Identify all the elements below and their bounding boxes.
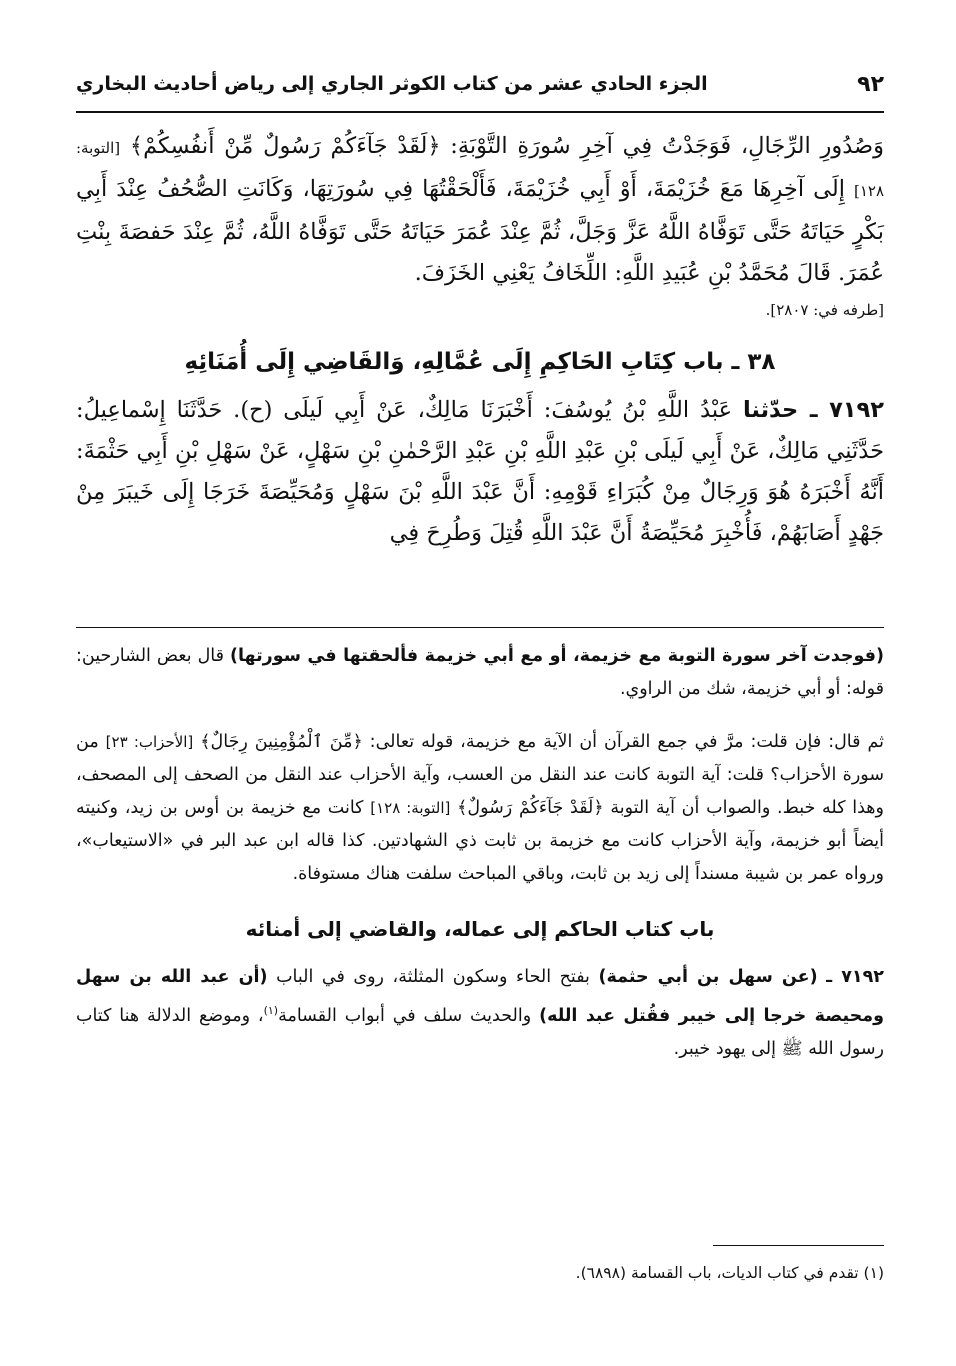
hadith-text-block	[76, 126, 884, 554]
quran-citation: [التوبة: ١٢٨]	[76, 139, 885, 200]
hadith-text-part: إِلَى آخِرِهَا مَعَ خُزَيْمَةَ، أَوْ أَبِي خُزَيْمَةَ، فَأَلْحَقْتُهَا فِي سُورَتِهَا، وَكَانَتِ الصُّحُفُ عِنْدَ أَبِي بَكْرٍ حَيَاتَهُ حَتَّى تَوَفَّاهُ اللَّهُ عَزَّ وَجَلَّ، ثُمَّ عِنْدَ عُمَرَ حَيَاتَهُ حَتَّى تَوَفَّاهُ اللَّهُ، ثُمَّ عِنْدَ حَفصَةَ بِنْتِ عُمَرَ. قَالَ مُحَمَّدُ بْنِ عُبَيدِ اللَّهِ: اللِّخَافُ يَعْنِي الخَزَفَ.	[76, 176, 884, 286]
footnote: (١) تقدم في كتاب الديات، باب القسامة (٦٨٩٨).	[575, 1264, 884, 1282]
commentary-text: قال بعض الشارحين: قوله: أو أبي خزيمة، شك من الراوي.	[76, 646, 884, 699]
commentary-text: ثم قال: فإن قلت: مرَّ في جمع القرآن أن الآية مع خزيمة، قوله تعالى: ﴿مِّنَ ٱلْمُؤْمِنِينَ رِجَالٌ﴾	[200, 732, 884, 752]
commentary-text: من سورة الأحزاب؟ قلت: آية التوبة كانت عند النقل من العسب، وآية الأحزاب عند النقل من الصحف إلى المصحف، وهذا كله خبط. والصواب أن آية التوبة ﴿لَقَدْ جَآءَكُمْ رَسُولٌ﴾	[76, 732, 884, 818]
commentary-paragraph	[76, 961, 884, 1066]
header-rule	[76, 111, 884, 113]
hadith-paragraph	[76, 126, 884, 294]
hadith-text-part: وَصُدُورِ الرِّجَالِ، فَوَجَدْتُ فِي آخِرِ سُورَةِ التَّوْبَةِ: ﴿لَقَدْ جَآءَكُمْ رَسُولٌ مِّنْ أَنفُسِكُمْ﴾	[129, 133, 885, 159]
chapter-title: ٣٨ ـ باب كِتَابِ الحَاكِمِ إِلَى عُمَّالِهِ، وَالقَاضِي إِلَى أُمَنَائِهِ	[184, 349, 776, 375]
footnote-rule	[713, 1245, 884, 1246]
commentary-chapter-title: باب كتاب الحاكم إلى عماله، والقاضي إلى أمنائه	[245, 917, 715, 941]
running-title: الجزء الحادي عشر من كتاب الكوثر الجاري إلى رياض أحاديث البخاري	[76, 73, 708, 95]
commentary-text: والحديث سلف في أبواب القسامة	[278, 1005, 532, 1026]
commentary-text: كانت مع خزيمة بن أوس بن زيد، وكنيته أيضاً أبو خزيمة، وآية الأحزاب كانت مع خزيمة بن ثابت ذي الشهادتين. كذا قاله ابن عبد البر في «الاستيعاب»، ورواه عمر بن شيبة مسنداً إلى زيد بن ثابت، وباقي المباحث سلفت هناك مستوفاة.	[76, 798, 884, 884]
quran-citation: [الأحزاب: ٢٣]	[105, 733, 194, 751]
commentary-text: بفتح الحاء وسكون المثلثة، روى في الباب	[276, 967, 590, 987]
hadith-number: ٧١٩٢ ـ حدّثنا	[742, 397, 885, 423]
commentary-block	[76, 640, 884, 1066]
commentary-text: ، وموضع الدلالة هنا كتاب رسول الله ﷺ إلى يهود خيبر.	[76, 1005, 884, 1059]
quoted-phrase: (عن سهل بن أبي حثمة)	[598, 967, 818, 987]
hadith-number: ٧١٩٢ ـ	[826, 967, 884, 987]
commentary-paragraph	[76, 640, 884, 706]
hadith-paragraph	[76, 390, 884, 554]
commentary-separator	[76, 627, 884, 628]
quoted-phrase: (فوجدت آخر سورة التوبة مع خزيمة، أو مع أبي خزيمة فألحقتها في سورتها)	[229, 646, 884, 666]
footnote-marker[interactable]: (١)	[263, 1004, 279, 1017]
page-number: ٩٢	[857, 71, 884, 97]
commentary-paragraph	[76, 726, 884, 891]
page-header	[76, 64, 884, 104]
cross-reference: [طرفه في: ٢٨٠٧].	[765, 301, 884, 319]
hadith-text-part: عَبْدُ اللَّهِ بْنُ يُوسُفَ: أَخْبَرَنَا مَالِكٌ، عَنْ أَبِي لَيلَى (ح). حَدَّثَنَا إِسْماعِيلُ: حَدَّثَنِي مَالِكٌ، عَنْ أَبِي لَيلَى بْنِ عَبْدِ اللَّهِ بْنِ عَبْدِ الرَّحْمٰنِ بْنِ سَهْلٍ، عَنْ سَهْلِ بْنِ أَبِي حَثْمَةَ: أَنَّهُ أَخْبَرَهُ هُوَ وَرِجَالٌ مِنْ كُبَرَاءِ قَوْمِهِ: أَنَّ عَبْدَ اللَّهِ بْنَ سَهْلٍ وَمُحَيِّصَةَ خَرَجَا إِلَى خَيبَرَ مِنْ جَهْدٍ أَصَابَهُمْ، فَأُخْبِرَ مُحَيِّصَةُ أَنَّ عَبْدَ اللَّهِ قُتِلَ وَطُرِحَ فِي	[76, 397, 884, 546]
quran-citation: [التوبة: ١٢٨]	[370, 799, 451, 817]
quoted-phrase: (أن عبد الله بن سهل ومحيصة خرجا إلى خيبر فقُتل عبد الله)	[76, 967, 884, 1026]
